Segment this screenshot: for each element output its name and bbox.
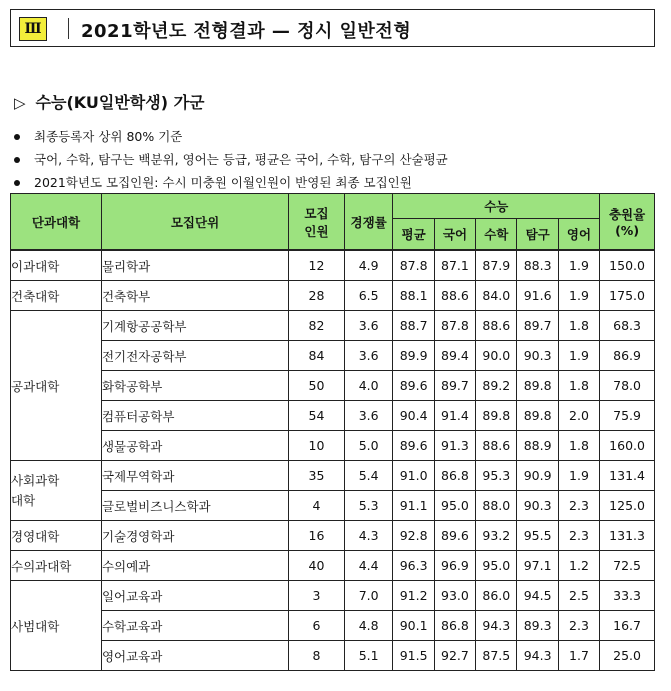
note-text: 최종등록자 상위 80% 기준 bbox=[34, 129, 183, 144]
avg-cell: 89.6 bbox=[393, 371, 434, 401]
math-cell: 87.9 bbox=[476, 250, 517, 281]
english-cell: 1.7 bbox=[558, 641, 599, 671]
fill-rate-cell: 72.5 bbox=[600, 551, 655, 581]
fill-rate-cell: 160.0 bbox=[600, 431, 655, 461]
unit-cell: 화학공학부 bbox=[101, 371, 288, 401]
unit-cell: 건축학부 bbox=[101, 281, 288, 311]
inquiry-cell: 89.8 bbox=[517, 401, 558, 431]
korean-cell: 86.8 bbox=[434, 461, 475, 491]
unit-cell: 수학교육과 bbox=[101, 611, 288, 641]
avg-cell: 88.7 bbox=[393, 311, 434, 341]
inquiry-cell: 94.5 bbox=[517, 581, 558, 611]
korean-cell: 88.6 bbox=[434, 281, 475, 311]
inquiry-cell: 94.3 bbox=[517, 641, 558, 671]
english-cell: 1.9 bbox=[558, 250, 599, 281]
unit-cell: 수의예과 bbox=[101, 551, 288, 581]
results-table bbox=[10, 193, 655, 671]
competition-cell: 3.6 bbox=[344, 311, 393, 341]
competition-cell: 6.5 bbox=[344, 281, 393, 311]
korean-cell: 93.0 bbox=[434, 581, 475, 611]
table-row bbox=[11, 401, 655, 431]
inquiry-cell: 88.3 bbox=[517, 250, 558, 281]
inquiry-cell: 89.7 bbox=[517, 311, 558, 341]
college-cell: 사회과학대학 bbox=[11, 461, 102, 521]
fill-rate-cell: 131.3 bbox=[600, 521, 655, 551]
quota-cell: 40 bbox=[289, 551, 345, 581]
quota-cell: 50 bbox=[289, 371, 345, 401]
fill-rate-cell: 25.0 bbox=[600, 641, 655, 671]
korean-cell: 92.7 bbox=[434, 641, 475, 671]
inquiry-cell: 95.5 bbox=[517, 521, 558, 551]
page-title: 2021학년도 전형결과 — 정시 일반전형 bbox=[81, 21, 412, 42]
table-row bbox=[11, 581, 655, 611]
english-cell: 1.8 bbox=[558, 311, 599, 341]
english-cell: 2.5 bbox=[558, 581, 599, 611]
korean-cell: 86.8 bbox=[434, 611, 475, 641]
triangle-marker-icon: ▷ bbox=[14, 94, 26, 112]
bullet-icon bbox=[14, 180, 20, 186]
table-row bbox=[11, 641, 655, 671]
avg-cell: 91.5 bbox=[393, 641, 434, 671]
unit-cell: 물리학과 bbox=[101, 250, 288, 281]
math-cell: 86.0 bbox=[476, 581, 517, 611]
korean-cell: 96.9 bbox=[434, 551, 475, 581]
competition-cell: 5.4 bbox=[344, 461, 393, 491]
table-row bbox=[11, 461, 655, 491]
inquiry-cell: 90.3 bbox=[517, 491, 558, 521]
quota-cell: 84 bbox=[289, 341, 345, 371]
english-cell: 1.2 bbox=[558, 551, 599, 581]
avg-cell: 91.0 bbox=[393, 461, 434, 491]
fill-rate-cell: 175.0 bbox=[600, 281, 655, 311]
avg-cell: 89.9 bbox=[393, 341, 434, 371]
competition-cell: 4.8 bbox=[344, 611, 393, 641]
inquiry-cell: 97.1 bbox=[517, 551, 558, 581]
inquiry-cell: 90.9 bbox=[517, 461, 558, 491]
korean-cell: 89.4 bbox=[434, 341, 475, 371]
quota-cell: 4 bbox=[289, 491, 345, 521]
header-unit: 모집단위 bbox=[101, 194, 288, 251]
unit-cell: 전기전자공학부 bbox=[101, 341, 288, 371]
header-math: 수학 bbox=[476, 219, 517, 251]
quota-cell: 54 bbox=[289, 401, 345, 431]
math-cell: 95.3 bbox=[476, 461, 517, 491]
competition-cell: 4.3 bbox=[344, 521, 393, 551]
inquiry-cell: 90.3 bbox=[517, 341, 558, 371]
section-numeral-badge: Ⅲ bbox=[19, 17, 47, 41]
table-row bbox=[11, 431, 655, 461]
fill-rate-cell: 86.9 bbox=[600, 341, 655, 371]
math-cell: 84.0 bbox=[476, 281, 517, 311]
competition-cell: 4.9 bbox=[344, 250, 393, 281]
english-cell: 2.3 bbox=[558, 521, 599, 551]
avg-cell: 87.8 bbox=[393, 250, 434, 281]
english-cell: 2.0 bbox=[558, 401, 599, 431]
competition-cell: 3.6 bbox=[344, 341, 393, 371]
header-korean: 국어 bbox=[434, 219, 475, 251]
english-cell: 1.9 bbox=[558, 461, 599, 491]
inquiry-cell: 91.6 bbox=[517, 281, 558, 311]
korean-cell: 87.8 bbox=[434, 311, 475, 341]
college-cell: 수의과대학 bbox=[11, 551, 102, 581]
table-row bbox=[11, 551, 655, 581]
table-row bbox=[11, 521, 655, 551]
fill-rate-cell: 150.0 bbox=[600, 250, 655, 281]
korean-cell: 91.3 bbox=[434, 431, 475, 461]
korean-cell: 87.1 bbox=[434, 250, 475, 281]
fill-rate-cell: 68.3 bbox=[600, 311, 655, 341]
fill-rate-cell: 125.0 bbox=[600, 491, 655, 521]
avg-cell: 96.3 bbox=[393, 551, 434, 581]
competition-cell: 5.0 bbox=[344, 431, 393, 461]
table-row bbox=[11, 491, 655, 521]
table-row bbox=[11, 250, 655, 281]
fill-rate-cell: 16.7 bbox=[600, 611, 655, 641]
notes-list bbox=[14, 125, 448, 194]
note-item bbox=[14, 125, 448, 148]
competition-cell: 5.3 bbox=[344, 491, 393, 521]
header-fill-rate bbox=[600, 194, 655, 251]
unit-cell: 영어교육과 bbox=[101, 641, 288, 671]
college-cell: 경영대학 bbox=[11, 521, 102, 551]
table-body bbox=[11, 250, 655, 671]
english-cell: 2.3 bbox=[558, 491, 599, 521]
english-cell: 1.9 bbox=[558, 281, 599, 311]
quota-cell: 28 bbox=[289, 281, 345, 311]
college-cell: 사범대학 bbox=[11, 581, 102, 671]
avg-cell: 91.2 bbox=[393, 581, 434, 611]
avg-cell: 89.6 bbox=[393, 431, 434, 461]
competition-cell: 4.0 bbox=[344, 371, 393, 401]
math-cell: 87.5 bbox=[476, 641, 517, 671]
korean-cell: 95.0 bbox=[434, 491, 475, 521]
fill-rate-cell: 75.9 bbox=[600, 401, 655, 431]
header-quota-line1: 모집 bbox=[304, 205, 329, 221]
english-cell: 2.3 bbox=[558, 611, 599, 641]
english-cell: 1.8 bbox=[558, 371, 599, 401]
english-cell: 1.8 bbox=[558, 431, 599, 461]
competition-cell: 3.6 bbox=[344, 401, 393, 431]
avg-cell: 92.8 bbox=[393, 521, 434, 551]
bullet-icon bbox=[14, 157, 20, 163]
inquiry-cell: 89.3 bbox=[517, 611, 558, 641]
header-csat: 수능 bbox=[393, 194, 600, 219]
korean-cell: 89.7 bbox=[434, 371, 475, 401]
math-cell: 88.6 bbox=[476, 311, 517, 341]
quota-cell: 6 bbox=[289, 611, 345, 641]
college-cell: 이과대학 bbox=[11, 250, 102, 281]
college-cell: 건축대학 bbox=[11, 281, 102, 311]
math-cell: 88.0 bbox=[476, 491, 517, 521]
bullet-icon bbox=[14, 134, 20, 140]
table-row bbox=[11, 281, 655, 311]
quota-cell: 8 bbox=[289, 641, 345, 671]
unit-cell: 일어교육과 bbox=[101, 581, 288, 611]
table-row bbox=[11, 341, 655, 371]
subsection-title bbox=[14, 90, 205, 113]
unit-cell: 글로벌비즈니스학과 bbox=[101, 491, 288, 521]
avg-cell: 91.1 bbox=[393, 491, 434, 521]
college-cell: 공과대학 bbox=[11, 311, 102, 461]
avg-cell: 90.1 bbox=[393, 611, 434, 641]
fill-rate-cell: 78.0 bbox=[600, 371, 655, 401]
table-row bbox=[11, 371, 655, 401]
math-cell: 89.2 bbox=[476, 371, 517, 401]
korean-cell: 91.4 bbox=[434, 401, 475, 431]
unit-cell: 국제무역학과 bbox=[101, 461, 288, 491]
competition-cell: 7.0 bbox=[344, 581, 393, 611]
header-quota-line2: 인원 bbox=[304, 223, 329, 239]
competition-cell: 5.1 bbox=[344, 641, 393, 671]
header-fill-line1: 충원율 bbox=[608, 207, 646, 222]
english-cell: 1.9 bbox=[558, 341, 599, 371]
korean-cell: 89.6 bbox=[434, 521, 475, 551]
math-cell: 89.8 bbox=[476, 401, 517, 431]
avg-cell: 90.4 bbox=[393, 401, 434, 431]
quota-cell: 3 bbox=[289, 581, 345, 611]
math-cell: 88.6 bbox=[476, 431, 517, 461]
note-text: 2021학년도 모집인원: 수시 미충원 이월인원이 반영된 최종 모집인원 bbox=[34, 175, 412, 190]
header-divider bbox=[68, 18, 69, 39]
avg-cell: 88.1 bbox=[393, 281, 434, 311]
competition-cell: 4.4 bbox=[344, 551, 393, 581]
unit-cell: 생물공학과 bbox=[101, 431, 288, 461]
note-item bbox=[14, 171, 448, 194]
fill-rate-cell: 33.3 bbox=[600, 581, 655, 611]
math-cell: 90.0 bbox=[476, 341, 517, 371]
quota-cell: 16 bbox=[289, 521, 345, 551]
section-header bbox=[10, 9, 655, 47]
unit-cell: 컴퓨터공학부 bbox=[101, 401, 288, 431]
table-row bbox=[11, 311, 655, 341]
quota-cell: 12 bbox=[289, 250, 345, 281]
math-cell: 93.2 bbox=[476, 521, 517, 551]
unit-cell: 기계항공공학부 bbox=[101, 311, 288, 341]
inquiry-cell: 88.9 bbox=[517, 431, 558, 461]
unit-cell: 기술경영학과 bbox=[101, 521, 288, 551]
header-college: 단과대학 bbox=[11, 194, 102, 251]
header-avg: 평균 bbox=[393, 219, 434, 251]
quota-cell: 35 bbox=[289, 461, 345, 491]
note-text: 국어, 수학, 탐구는 백분위, 영어는 등급, 평균은 국어, 수학, 탐구의 산술평균 bbox=[34, 152, 448, 167]
math-cell: 94.3 bbox=[476, 611, 517, 641]
header-competition: 경쟁률 bbox=[344, 194, 393, 251]
subsection-title-text: 수능(KU일반학생) 가군 bbox=[35, 93, 205, 112]
header-english: 영어 bbox=[558, 219, 599, 251]
table-row bbox=[11, 611, 655, 641]
header-quota bbox=[289, 194, 345, 251]
note-item bbox=[14, 148, 448, 171]
inquiry-cell: 89.8 bbox=[517, 371, 558, 401]
quota-cell: 10 bbox=[289, 431, 345, 461]
header-fill-line2: (%) bbox=[615, 223, 640, 238]
math-cell: 95.0 bbox=[476, 551, 517, 581]
header-inquiry: 탐구 bbox=[517, 219, 558, 251]
fill-rate-cell: 131.4 bbox=[600, 461, 655, 491]
quota-cell: 82 bbox=[289, 311, 345, 341]
